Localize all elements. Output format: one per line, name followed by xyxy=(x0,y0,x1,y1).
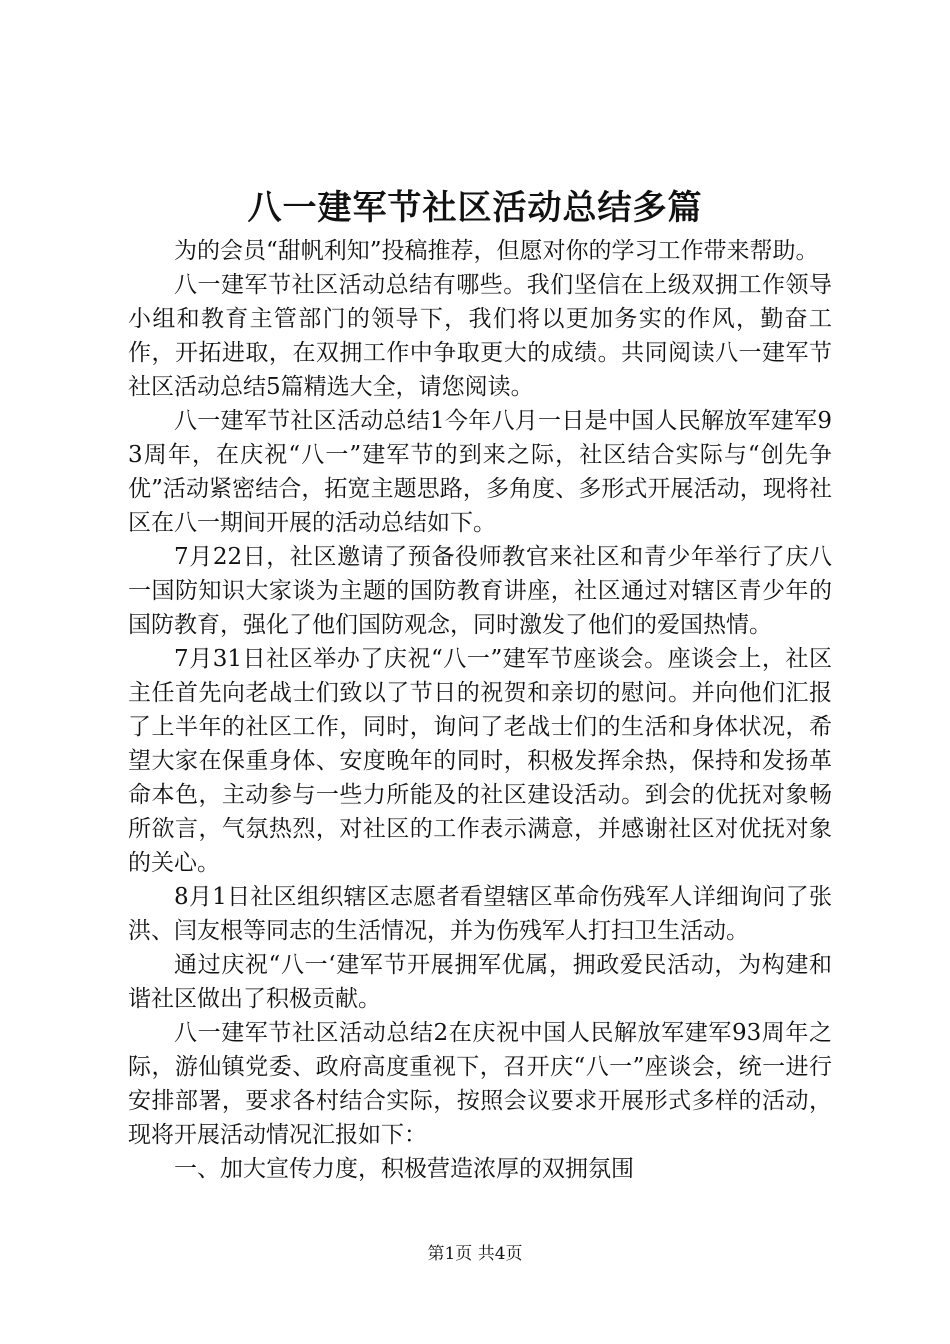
paragraph-summary-1: 八一建军节社区活动总结1今年八月一日是中国人民解放军建军93周年，在庆祝“八一”建军节的到来之际，社区结合实际与“创先争优”活动紧密结合，拓宽主题思路，多角度、多形式开展活动，现将社区在八一期间开展的活动总结如下。 xyxy=(128,408,832,536)
document-title: 八一建军节社区活动总结多篇 xyxy=(247,188,703,228)
document-body xyxy=(128,234,832,1186)
section-heading-1: 一、加大宣传力度，积极营造浓厚的双拥氛围 xyxy=(174,1156,634,1182)
paragraph-conclusion: 通过庆祝“八一‘建军节开展拥军优属，拥政爱民活动，为构建和谐社区做出了积极贡献。 xyxy=(128,952,832,1012)
page-number-footer: 第1页 共4页 xyxy=(427,1244,523,1264)
paragraph-july-31: 7月31日社区举办了庆祝“八一”建军节座谈会。座谈会上，社区主任首先向老战士们致以了节日的祝贺和亲切的慰问。并向他们汇报了上半年的社区工作，同时，询问了老战士们的生活和身体状况，希望大家在保重身体、安度晚年的同时，积极发挥余热，保持和发扬革命本色，主动参与一些力所能及的社区建设活动。到会的优抚对象畅所欲言，气氛热烈，对社区的工作表示满意，并感谢社区对优抚对象的关心。 xyxy=(128,646,832,876)
paragraph-intro: 为的会员“甜帆利知”投稿推荐，但愿对你的学习工作带来帮助。 xyxy=(174,238,819,264)
paragraph-overview: 八一建军节社区活动总结有哪些。我们坚信在上级双拥工作领导小组和教育主管部门的领导下，我们将以更加务实的作风，勤奋工作，开拓进取，在双拥工作中争取更大的成绩。共同阅读八一建军节社区活动总结5篇精选大全，请您阅读。 xyxy=(128,272,832,400)
paragraph-july-22: 7月22日，社区邀请了预备役师教官来社区和青少年举行了庆八一国防知识大家谈为主题的国防教育讲座，社区通过对辖区青少年的国防教育，强化了他们国防观念，同时激发了他们的爱国热情。 xyxy=(128,544,832,638)
paragraph-summary-2: 八一建军节社区活动总结2在庆祝中国人民解放军建军93周年之际，游仙镇党委、政府高度重视下，召开庆“八一”座谈会，统一进行安排部署，要求各村结合实际，按照会议要求开展形式多样的活动，现将开展活动情况汇报如下： xyxy=(128,1020,832,1148)
paragraph-august-1: 8月1日社区组织辖区志愿者看望辖区革命伤残军人详细询问了张洪、闫友根等同志的生活情况，并为伤残军人打扫卫生活动。 xyxy=(128,884,832,944)
